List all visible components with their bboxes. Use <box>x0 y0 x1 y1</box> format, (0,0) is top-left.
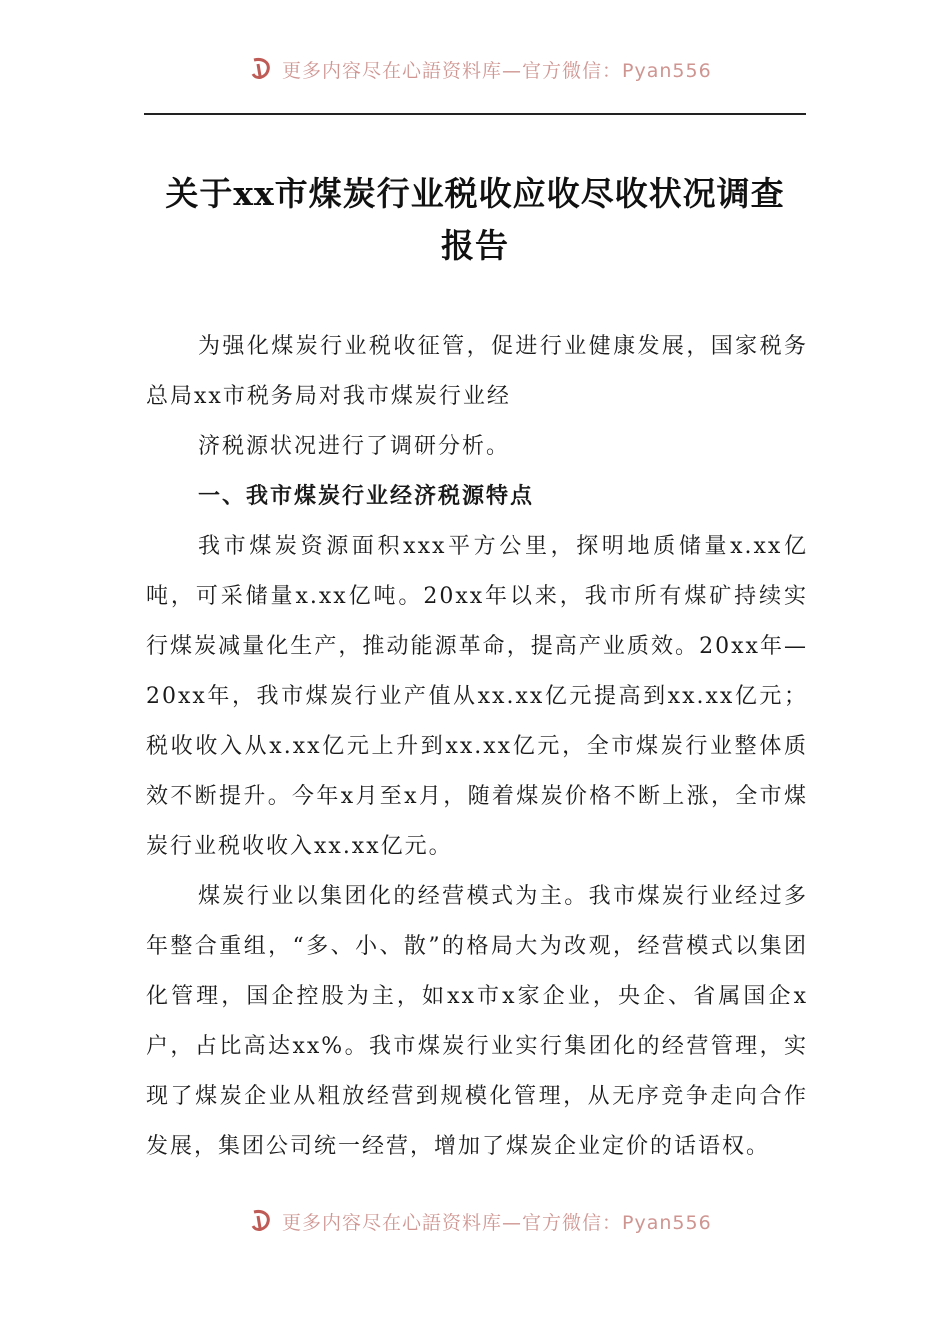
document-title <box>140 168 810 272</box>
header-rule <box>144 113 806 115</box>
header-watermark-text: 更多内容尽在心語资料库—官方微信：Pyan556 <box>282 59 712 82</box>
document-body <box>146 322 808 1172</box>
watermark-logo-icon <box>248 1208 276 1234</box>
section-paragraph: 煤炭行业以集团化的经营模式为主。我市煤炭行业经过多年整合重组，“多、小、散”的格局大为改观，经营模式以集团化管理，国企控股为主，如xx市x家企业，央企、省属国企x户，占比高达xx%。我市煤炭行业实行集团化的经营管理，实现了煤炭企业从粗放经营到规模化管理，从无序竞争走向合作发展，集团公司统一经营，增加了煤炭企业定价的话语权。 <box>146 884 808 1159</box>
footer-watermark-text: 更多内容尽在心語资料库—官方微信：Pyan556 <box>282 1211 712 1234</box>
header-watermark <box>248 54 712 84</box>
intro-paragraph: 为强化煤炭行业税收征管，促进行业健康发展，国家税务总局xx市税务局对我市煤炭行业经 <box>146 334 808 409</box>
title-line-1: 关于xx市煤炭行业税收应收尽收状况调查 <box>165 174 785 213</box>
watermark-logo-icon <box>248 56 276 82</box>
section-paragraph: 我市煤炭资源面积xxx平方公里，探明地质储量x.xx亿吨，可采储量x.xx亿吨。20xx年以来，我市所有煤矿持续实行煤炭减量化生产，推动能源革命，提高产业质效。20xx年—20xx年，我市煤炭行业产值从xx.xx亿元提高到xx.xx亿元；税收收入从x.xx亿元上升到xx.xx亿元，全市煤炭行业整体质效不断提升。今年x月至x月，随着煤炭价格不断上涨，全市煤炭行业税收收入xx.xx亿元。 <box>146 534 808 859</box>
intro-paragraph-continued: 济税源状况进行了调研分析。 <box>198 434 511 459</box>
title-line-2: 报告 <box>441 226 509 265</box>
footer-watermark <box>248 1206 712 1236</box>
section-heading: 一、我市煤炭行业经济税源特点 <box>198 484 535 509</box>
